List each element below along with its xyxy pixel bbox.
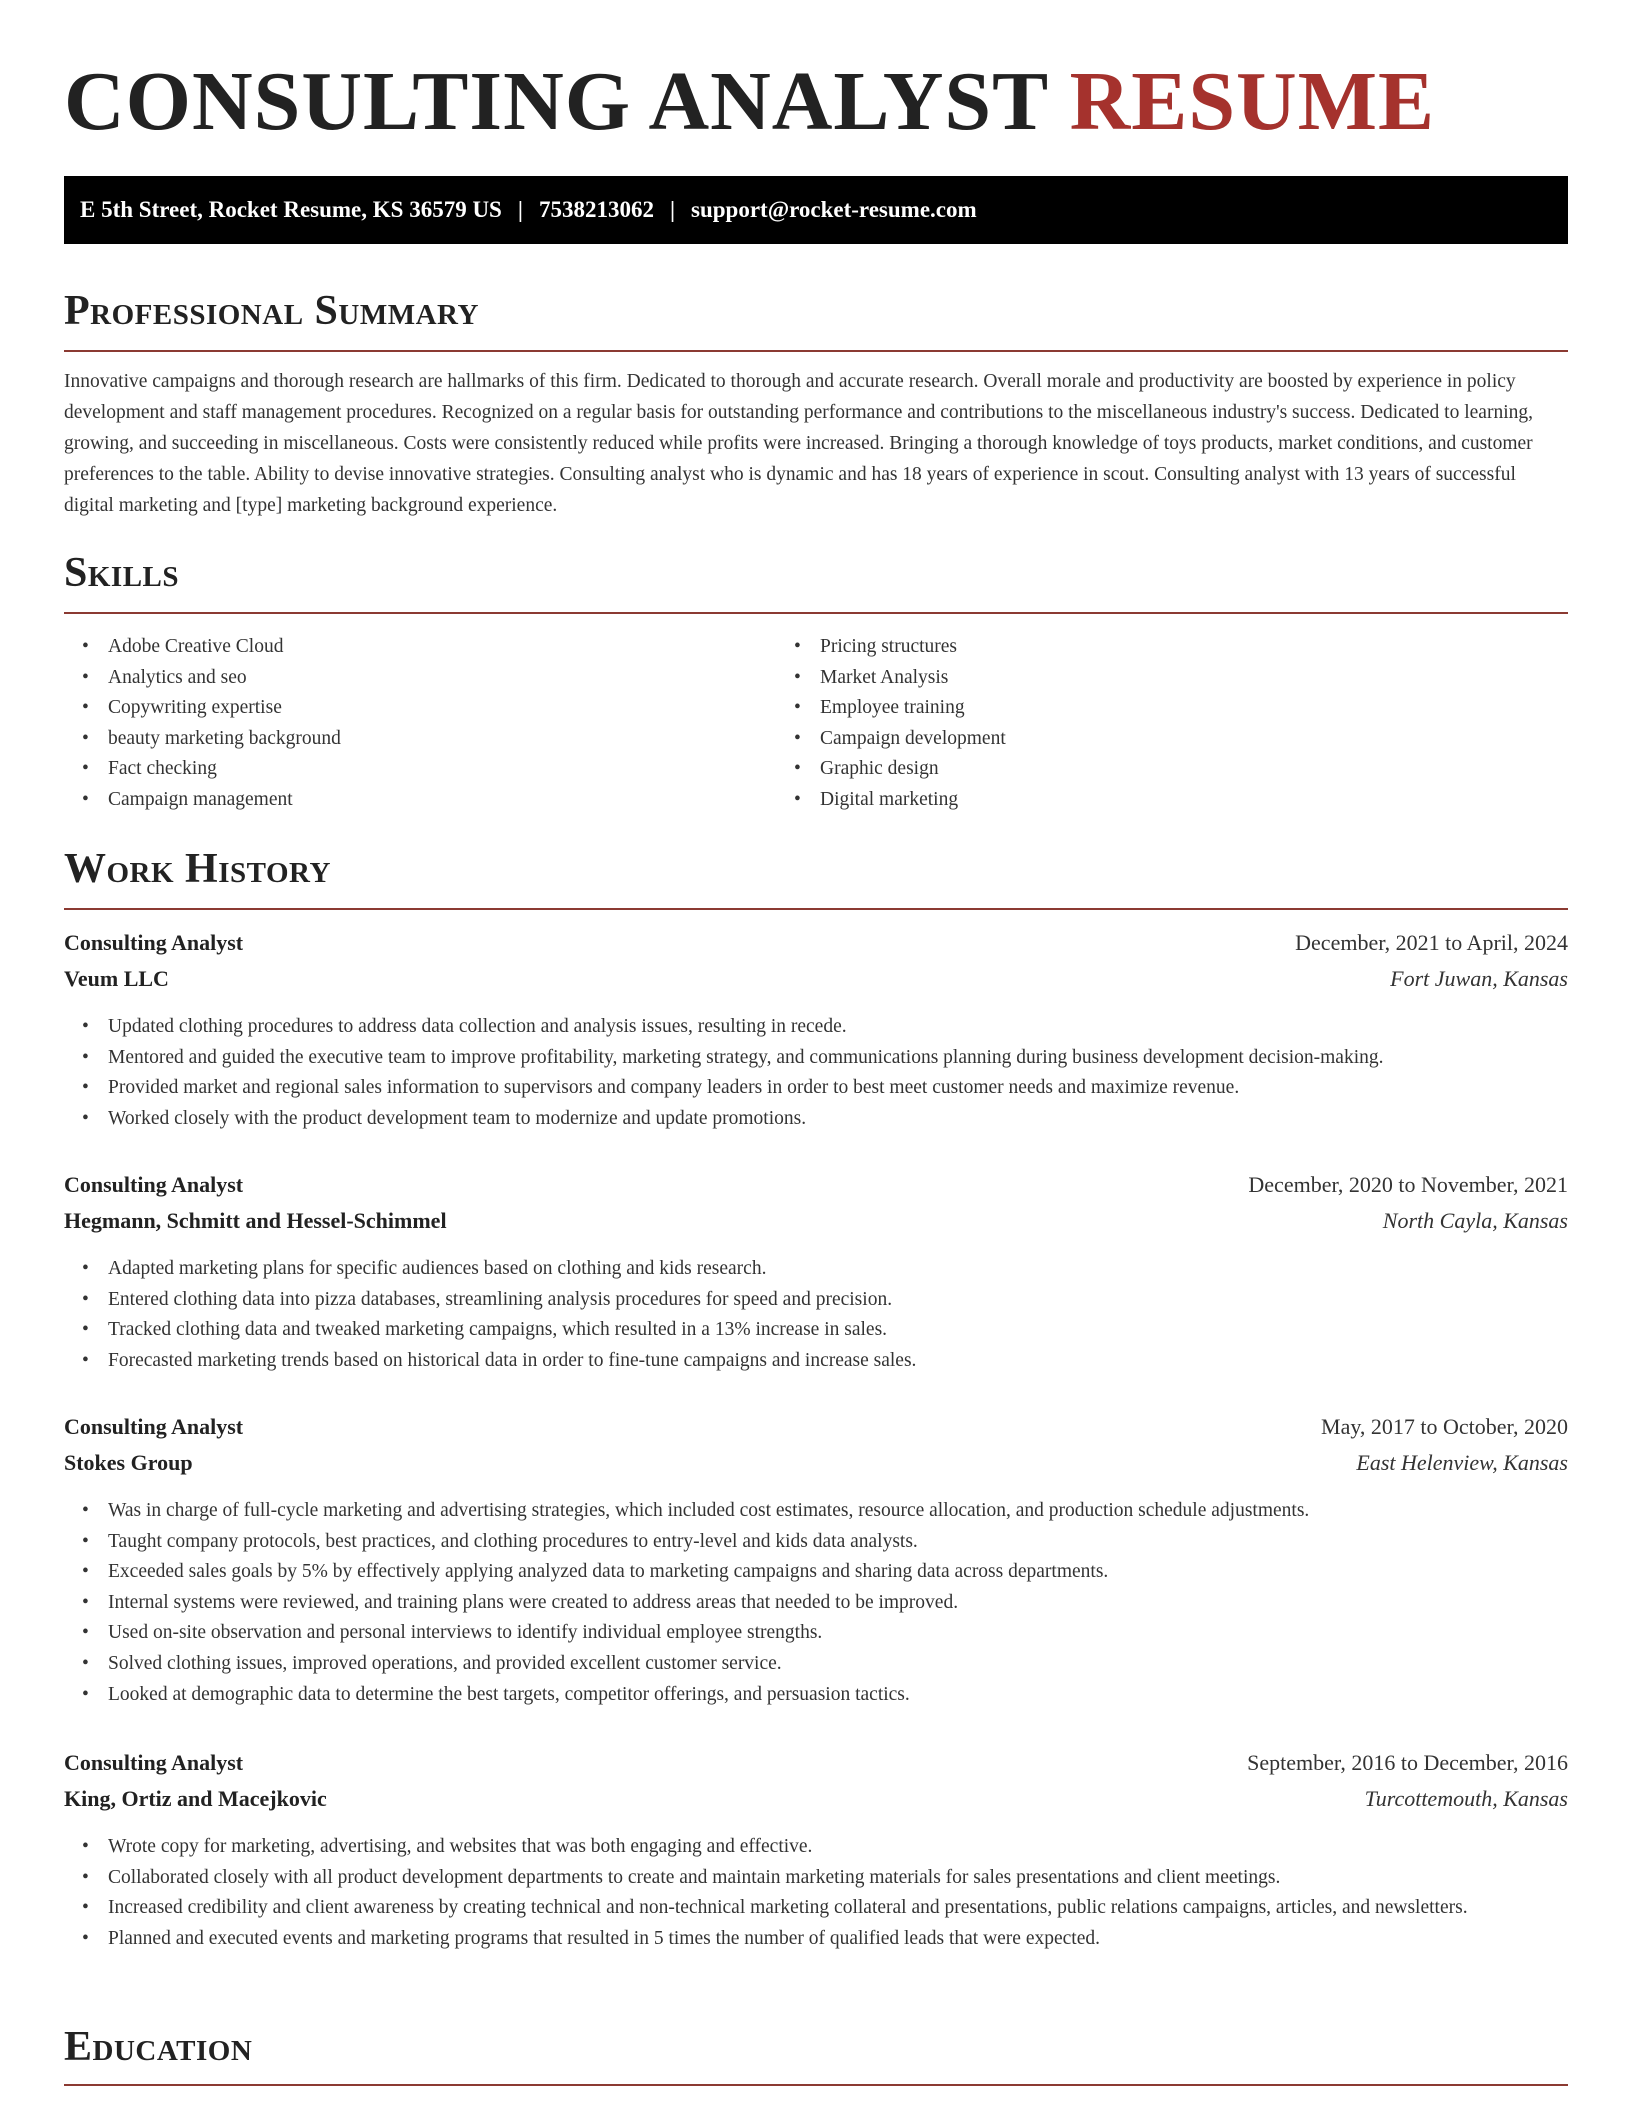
job-duty: • Used on-site observation and personal interviews to identify individual employee strengths. [108,1618,1568,1649]
job-company: Stokes Group [64,1450,193,1475]
job-duty: • Increased credibility and client awareness by creating technical and non-technical marketing collateral and presentations, public relations campaigns, articles, and newsletters. [108,1893,1568,1924]
job-duty: • Collaborated closely with all product development departments to create and maintain marketing materials for sales presentations and client meetings. [108,1863,1568,1894]
skill-item: • Pricing structures [820,632,1516,663]
job-location: Fort Juwan, Kansas [1390,966,1568,991]
resume-title [64,52,1435,152]
job-company: King, Ortiz and Macejkovic [64,1786,327,1811]
job-location: North Cayla, Kansas [1382,1208,1568,1233]
education-divider [64,2084,1568,2086]
work-history-divider [64,908,1568,910]
skill-item: • Campaign development [820,724,1516,755]
skill-item: • Fact checking [108,754,804,785]
skills-column-right [804,632,1516,816]
job-dates: May, 2017 to October, 2020 [1321,1414,1568,1439]
job-duty: • Provided market and regional sales information to supervisors and company leaders in order to best meet customer needs and maximize revenue. [108,1073,1568,1104]
job-company: Hegmann, Schmitt and Hessel-Schimmel [64,1208,447,1233]
skills-heading: Skills [64,550,180,596]
job-duties [64,1254,1568,1376]
job-title: Consulting Analyst [64,1172,244,1197]
skills-column-left [64,632,804,816]
job-dates: September, 2016 to December, 2016 [1247,1750,1568,1775]
contact-phone: 7538213062 [538,197,654,222]
job-entry [64,1172,1568,1376]
job-duty: • Was in charge of full-cycle marketing and advertising strategies, which included cost estimates, resource allocation, and production schedule adjustments. [108,1496,1568,1527]
skill-item: • Analytics and seo [108,663,804,694]
job-location: Turcottemouth, Kansas [1364,1786,1568,1811]
skill-item: • Copywriting expertise [108,693,804,724]
job-duty: • Updated clothing procedures to address data collection and analysis issues, resulting in recede. [108,1012,1568,1043]
summary-divider [64,350,1568,352]
job-entry [64,1750,1568,1954]
skill-item: • Campaign management [108,785,804,816]
contact-bar [64,176,1568,244]
job-duties [64,1832,1568,1954]
job-duty: • Worked closely with the product development team to modernize and update promotions. [108,1104,1568,1135]
skill-item: • Employee training [820,693,1516,724]
skill-item: • Digital marketing [820,785,1516,816]
job-entry [64,1414,1568,1710]
title-main: CONSULTING ANALYST [64,55,1048,148]
work-history-heading: Work History [64,846,331,892]
job-duty: • Planned and executed events and marketing programs that resulted in 5 times the number of qualified leads that were expected. [108,1924,1568,1955]
job-entry [64,930,1568,1134]
skills-divider [64,612,1568,614]
education-heading: Education [64,2024,253,2070]
job-duty: • Solved clothing issues, improved operations, and provided excellent customer service. [108,1649,1568,1680]
summary-heading: Professional Summary [64,288,479,334]
job-duties [64,1496,1568,1710]
job-duty: • Taught company protocols, best practices, and clothing procedures to entry-level and kids data analysts. [108,1527,1568,1558]
job-title: Consulting Analyst [64,1750,244,1775]
title-accent: RESUME [1069,55,1436,148]
job-duty: • Entered clothing data into pizza databases, streamlining analysis procedures for speed and precision. [108,1285,1568,1316]
job-location: East Helenview, Kansas [1356,1450,1568,1475]
contact-address: E 5th Street, Rocket Resume, KS 36579 US [80,197,502,222]
summary-text: Innovative campaigns and thorough research are hallmarks of this firm. Dedicated to thorough and accurate research. Overall morale and productivity are boosted by experience in policy development and staff management procedures. Recognized on a regular basis for outstanding performance and contributions to the miscellaneous industry's success. Dedicated to learning, growing, and succeeding in miscellaneous. Costs were consistently reduced while profits were increased. Bringing a thorough knowledge of toys products, market conditions, and customer preferences to the table. Ability to devise innovative strategies. Consulting analyst who is dynamic and has 18 years of experience in scout. Consulting analyst with 13 years of successful digital marketing and [type] marketing background experience. [64,371,1533,516]
skills-list [64,632,1568,816]
job-title: Consulting Analyst [64,930,244,955]
job-dates: December, 2021 to April, 2024 [1295,930,1568,955]
job-duty: • Wrote copy for marketing, advertising, and websites that was both engaging and effective. [108,1832,1568,1863]
contact-separator: | [669,197,676,222]
job-duty: • Exceeded sales goals by 5% by effectively applying analyzed data to marketing campaigns and sharing data across departments. [108,1557,1568,1588]
skill-item: • Market Analysis [820,663,1516,694]
contact-email[interactable]: support@rocket-resume.com [691,197,977,222]
job-duties [64,1012,1568,1134]
skill-item: • Adobe Creative Cloud [108,632,804,663]
job-title: Consulting Analyst [64,1414,244,1439]
job-duty: • Internal systems were reviewed, and training plans were created to address areas that needed to be improved. [108,1588,1568,1619]
job-duty: • Tracked clothing data and tweaked marketing campaigns, which resulted in a 13% increase in sales. [108,1315,1568,1346]
job-duty: • Mentored and guided the executive team to improve profitability, marketing strategy, and communications planning during business development decision-making. [108,1043,1568,1074]
job-duty: • Looked at demographic data to determine the best targets, competitor offerings, and persuasion tactics. [108,1680,1568,1711]
job-company: Veum LLC [64,966,169,991]
job-duty: • Adapted marketing plans for specific audiences based on clothing and kids research. [108,1254,1568,1285]
contact-separator: | [517,197,523,222]
skill-item: • Graphic design [820,754,1516,785]
job-dates: December, 2020 to November, 2021 [1248,1172,1568,1197]
job-duty: • Forecasted marketing trends based on historical data in order to fine-tune campaigns and increase sales. [108,1346,1568,1377]
skill-item: • beauty marketing background [108,724,804,755]
